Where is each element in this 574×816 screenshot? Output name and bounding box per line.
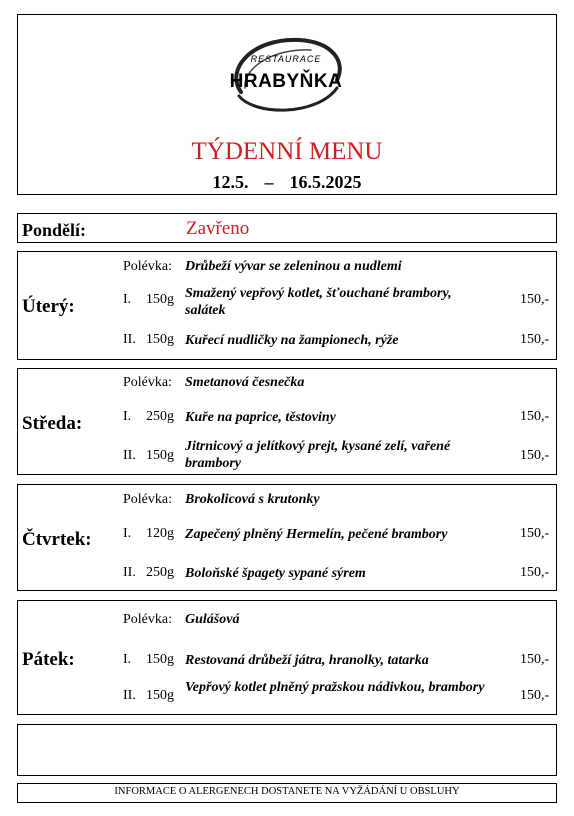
logo-subtitle: RESTAURACE — [250, 54, 322, 64]
day-block-wednesday — [17, 368, 557, 475]
dish-weight: 120g — [146, 526, 174, 541]
dish-name: Restovaná drůbeží játra, hranolky, tatarka — [185, 653, 429, 668]
dish-weight: 250g — [146, 409, 174, 424]
page-title: TÝDENNÍ MENU — [191, 138, 383, 165]
dish-name: Zapečený plněný Hermelín, pečené brambory — [185, 527, 448, 542]
dish-name: Kuře na paprice, těstoviny — [185, 410, 336, 425]
soup-name: Drůbeží vývar se zeleninou a nudlemi — [185, 259, 402, 274]
restaurant-logo — [221, 30, 351, 120]
day-name: Pátek: — [22, 649, 75, 670]
dish-name: Vepřový kotlet plněný pražskou nádivkou, brambory — [185, 680, 485, 695]
day-name: Čtvrtek: — [22, 529, 92, 550]
dish-number: I. — [123, 409, 132, 424]
day-block-tuesday — [17, 251, 557, 360]
dish-price: 150,- — [520, 688, 550, 703]
empty-note-box — [17, 724, 557, 776]
dish-price: 150,- — [520, 526, 550, 541]
dish-price: 150,- — [520, 409, 550, 424]
logo-name: HRABYŇKA — [229, 71, 343, 92]
menu-header — [17, 14, 557, 195]
dish-price: 150,- — [520, 292, 550, 307]
dish-price: 150,- — [520, 565, 550, 580]
dish-weight: 150g — [146, 332, 174, 347]
dish-name: Kuřecí nudličky na žampionech, rýže — [185, 333, 399, 348]
dish-number: II. — [123, 332, 136, 347]
dish-weight: 150g — [146, 292, 174, 307]
soup-name: Gulášová — [185, 612, 240, 627]
dish-number: II. — [123, 448, 136, 463]
soup-name: Smetanová česnečka — [185, 375, 305, 390]
dish-weight: 150g — [146, 688, 174, 703]
dish-number: I. — [123, 292, 132, 307]
closed-status: Zavřeno — [186, 218, 250, 239]
date-dash: – — [264, 172, 274, 192]
dish-weight: 250g — [146, 565, 174, 580]
day-name: Pondělí: — [22, 220, 87, 240]
soup-label: Polévka: — [123, 612, 172, 627]
date-to: 16.5.2025 — [289, 172, 362, 192]
allergen-text: INFORMACE O ALERGENECH DOSTANETE NA VYŽÁDÁNÍ U OBSLUHY — [114, 786, 460, 797]
day-name: Středa: — [22, 413, 83, 434]
allergen-notice — [17, 783, 557, 803]
dish-weight: 150g — [146, 652, 174, 667]
dish-price: 150,- — [520, 652, 550, 667]
dish-name: Jitrnicový a jelítkový prejt, kysané zelí, vařené brambory — [185, 439, 451, 471]
soup-label: Polévka: — [123, 259, 172, 274]
day-block-friday — [17, 600, 557, 715]
day-block-monday — [17, 213, 557, 243]
dish-name: Smažený vepřový kotlet, šťouchané brambory, salátek — [185, 286, 452, 318]
dish-price: 150,- — [520, 332, 550, 347]
soup-label: Polévka: — [123, 492, 172, 507]
soup-name: Brokolicová s krutonky — [185, 492, 320, 507]
dish-name: Boloňské špagety sypané sýrem — [185, 566, 366, 581]
dish-weight: 150g — [146, 448, 174, 463]
day-name: Úterý: — [22, 296, 75, 317]
day-block-thursday — [17, 484, 557, 591]
dish-number: II. — [123, 565, 136, 580]
dish-price: 150,- — [520, 448, 550, 463]
soup-label: Polévka: — [123, 375, 172, 390]
dish-number: II. — [123, 688, 136, 703]
dish-number: I. — [123, 652, 132, 667]
date-from: 12.5. — [212, 172, 249, 192]
dish-number: I. — [123, 526, 132, 541]
date-range — [18, 173, 556, 191]
